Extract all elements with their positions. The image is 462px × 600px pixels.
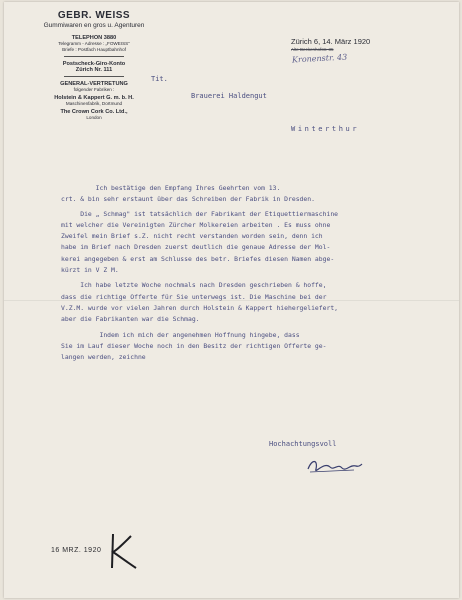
letter-page: [4, 2, 459, 598]
letter-date: Zürich 6, 14. März 1920: [291, 37, 371, 46]
signature: [304, 455, 364, 477]
postscheck-number: Zürich Nr. 111: [75, 67, 113, 73]
body-line: aber die Fabrikanten war die Schmag.: [61, 315, 200, 324]
body-line: mit welcher die Vereinigten Zürcher Molkereien arbeiten . Es muss ohne: [61, 220, 331, 229]
telephone: TELEPHON 3880: [71, 35, 117, 41]
body-line: langen werden, zeichne: [61, 353, 146, 362]
body-line: crt. & bin sehr erstaunt über das Schreiben der Fabrik in Dresden.: [61, 195, 315, 204]
body-line: Sie im Lauf dieser Woche noch in den Besitz der richtigen Offerte ge-: [61, 341, 327, 350]
postbox: Briefe : Postfach Hauptbahnhof: [62, 47, 126, 52]
firm-crown-cork-sub: London: [86, 115, 102, 120]
letterhead-divider: [64, 76, 124, 77]
company-tagline: Gummiwaren en gros u. Agenturen: [43, 22, 145, 29]
handwritten-address: Kronenstr. 43: [291, 52, 348, 65]
closing: Hochachtungsvoll: [269, 440, 337, 448]
body-line: V.Z.M. wurde vor vielen Jahren durch Holstein & Kappert hiehergeliefert,: [61, 303, 339, 312]
body-line: Zweifel mein Brief s.Z. nicht recht verstanden worden sein, denn ich: [61, 232, 323, 241]
firm-crown-cork: The Crown Cork Co. Ltd.,: [60, 109, 128, 115]
body-line: kerei angegeben & erst am Schlusse des betr. Briefes diesen Namen abge-: [61, 254, 335, 263]
body-line: Die „ Schmag" ist tatsächlich der Fabrikant der Etiquettiermaschine: [61, 209, 339, 218]
firm-holstein: Holstein & Kappert G. m. b. H.: [54, 95, 134, 101]
postscheck-title: Postscheck-Giro-Konto: [62, 61, 126, 67]
body-line: habe im Brief nach Dresden zuerst deutlich die genaue Adresse der Mol-: [61, 243, 331, 252]
body-line: dass die richtige Offerte für Sie unterwegs ist. Die Maschine bei der: [61, 292, 327, 301]
salutation: Tit.: [151, 75, 168, 83]
received-stamp: 16 MRZ. 1920: [51, 547, 102, 554]
telegram-address: Telegramm - Adresse : „FOWEISS“: [58, 41, 130, 46]
letter-body: [61, 183, 431, 363]
general-agency-title: GENERAL-VERTRETUNG: [60, 81, 128, 87]
recipient: Brauerei Haldengut: [191, 92, 267, 100]
letterhead: [34, 10, 154, 121]
firm-holstein-sub: Maschinenfabrik, Dortmund: [65, 101, 123, 106]
recipient-city: Winterthur: [291, 125, 360, 133]
general-agency-sub: folgender Fabriken :: [73, 87, 115, 92]
handwritten-initial: [103, 530, 141, 572]
body-line: Ich habe letzte Woche nochmals nach Dresden geschrieben & hoffe,: [61, 281, 327, 290]
body-line: Ich bestätige den Empfang Ihres Geehrten vom 13.: [61, 184, 281, 192]
letterhead-divider: [64, 56, 124, 57]
old-address: Alte Beckenhofstr. 35: [291, 47, 334, 52]
body-line: kürzt in V Z M.: [61, 266, 119, 275]
company-name: GEBR. WEISS: [57, 10, 131, 21]
body-line: Indem ich mich der angenehmen Hoffnung hingebe, dass: [61, 330, 300, 339]
